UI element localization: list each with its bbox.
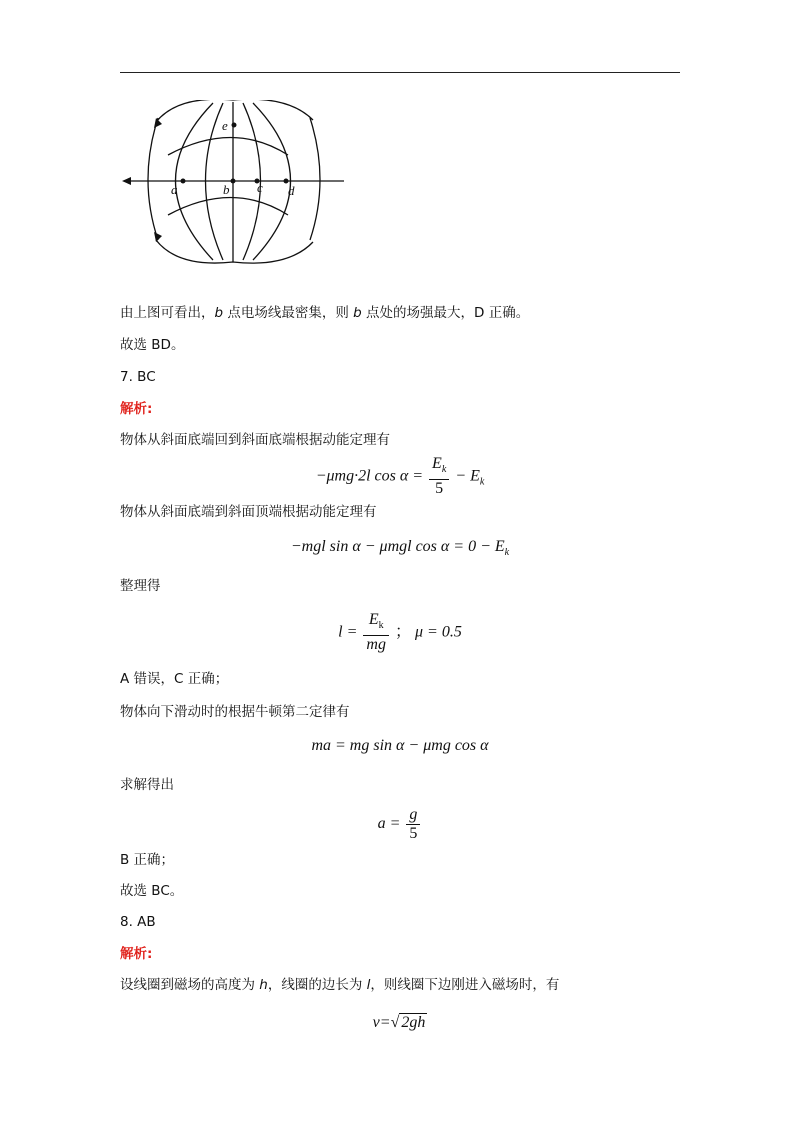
header-rule xyxy=(120,72,680,73)
arrow-lower-left xyxy=(154,232,162,242)
paragraph-newton: 物体向下滑动时的根据牛顿第二定律有 xyxy=(120,704,350,720)
paragraph-energy-return: 物体从斜面底端回到斜面底端根据动能定理有 xyxy=(120,432,390,448)
answer-bd: 故选 BD。 xyxy=(120,337,185,353)
point-b xyxy=(231,179,236,184)
equation-6: v=√ 2gh xyxy=(372,1014,426,1031)
paragraph-coil: 设线圈到磁场的高度为 h，线圈的边长为 l，则线圈下边刚进入磁场时，有 xyxy=(120,977,560,993)
electric-field-lines-figure xyxy=(118,100,348,265)
paragraph-simplify: 整理得 xyxy=(120,578,161,594)
label-a: a xyxy=(171,182,178,197)
paragraph-conclusion-b: 由上图可看出，b 点电场线最密集，则 b 点处的场强最大，D 正确。 xyxy=(120,305,530,321)
equation-5: a = $\frac{g}{5}$ xyxy=(0,806,800,843)
right-bow xyxy=(310,118,320,240)
equation-4: ma = mg sin α − μmg cos α xyxy=(311,737,489,754)
point-a xyxy=(181,179,186,184)
axis-arrow-left xyxy=(122,177,131,185)
upper-curve xyxy=(156,100,313,122)
paragraph-energy-top: 物体从斜面底端到斜面顶端根据动能定理有 xyxy=(120,504,377,520)
lower-curve xyxy=(156,240,313,263)
left-bow xyxy=(148,118,158,240)
label-d: d xyxy=(288,183,295,198)
paragraph-b-correct: B 正确； xyxy=(120,852,175,868)
equation-1: −μmg·2l cos α = $\frac{E_k}{5}$ − $E_k$ xyxy=(315,455,485,498)
point-e xyxy=(232,123,237,128)
label-b: b xyxy=(223,182,230,197)
equation-3: l = $\frac{E_k}{mg}$ ； μ = 0.5 xyxy=(338,611,462,654)
equation-2: −mgl sin α − μmgl $\cos \alpha = 0 - E_k$ xyxy=(290,538,510,559)
paragraph-solve: 求解得出 xyxy=(120,777,174,793)
label-c: c xyxy=(257,180,263,195)
analysis-label-7: 解析: xyxy=(120,401,153,417)
paragraph-a-wrong-c-correct: A 错误，C 正确； xyxy=(120,671,229,687)
answer-bc: 故选 BC。 xyxy=(120,883,184,899)
lower-inner-curve xyxy=(168,198,288,216)
question-8-heading: 8. AB xyxy=(120,914,156,930)
analysis-label-8: 解析: xyxy=(120,946,153,962)
question-7-heading: 7. BC xyxy=(120,369,156,385)
label-e: e xyxy=(222,118,228,133)
